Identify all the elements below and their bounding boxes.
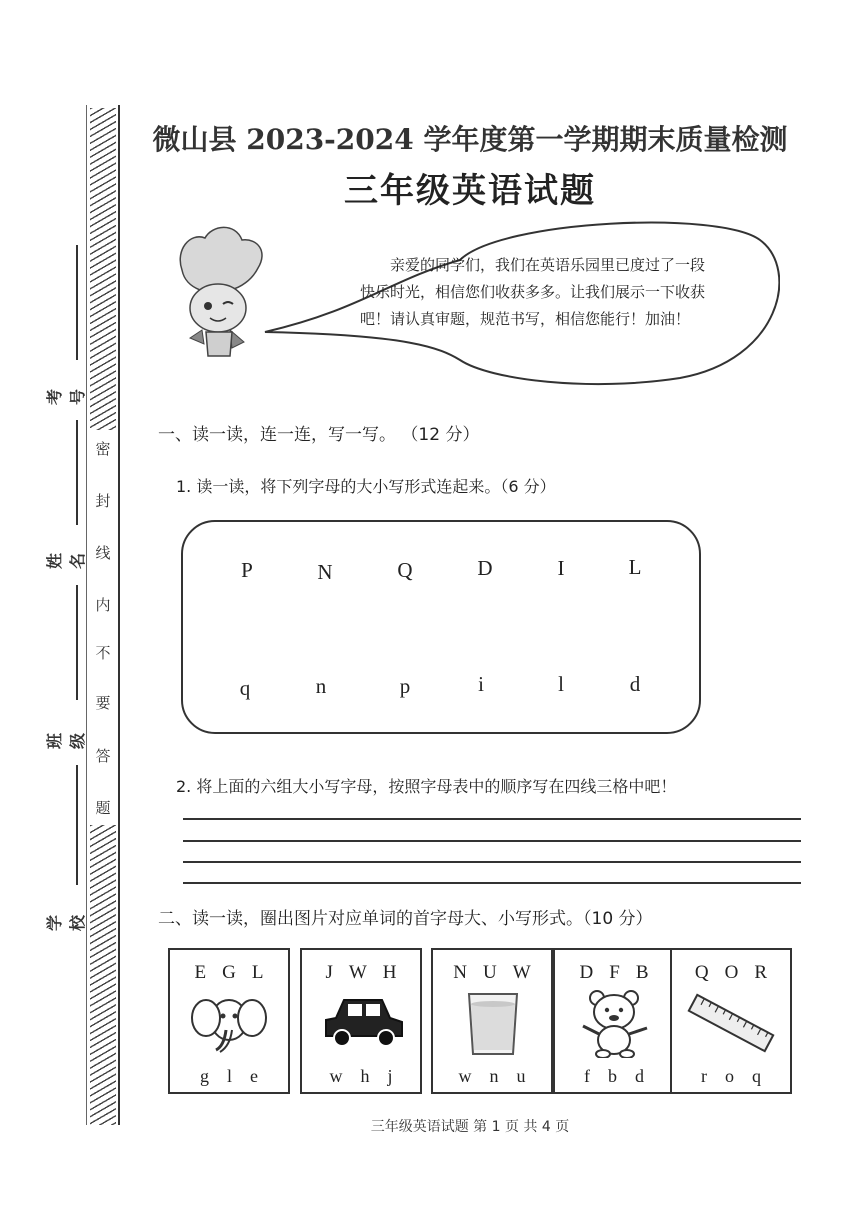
seal-char: 要 <box>95 694 111 712</box>
car-icon <box>316 988 406 1058</box>
option-letter[interactable]: w <box>329 1066 343 1086</box>
writing-line[interactable] <box>183 861 801 863</box>
elephant-icon <box>184 988 274 1058</box>
class-line <box>76 585 78 700</box>
picture-card-water <box>431 948 553 1094</box>
exam-title: 微山县 2023-2024 学年度第一学期期末质量检测 <box>152 123 788 156</box>
uppercase-letter[interactable]: N <box>317 560 333 584</box>
seal-char: 答 <box>95 747 111 765</box>
writing-line[interactable] <box>183 840 801 842</box>
binding-hatch-top <box>90 108 116 430</box>
option-letter[interactable]: r <box>701 1066 707 1086</box>
seal-char: 线 <box>95 544 111 562</box>
writing-line[interactable] <box>183 818 801 820</box>
option-letter[interactable]: o <box>725 1066 734 1086</box>
seal-char: 封 <box>95 492 111 510</box>
mascot-icon <box>180 227 262 356</box>
school-label: 学校 <box>45 915 87 932</box>
option-letter[interactable]: U <box>483 962 497 983</box>
picture-card-elephant <box>168 948 290 1094</box>
option-letter[interactable]: f <box>584 1066 590 1086</box>
option-letter[interactable]: F <box>609 962 620 983</box>
seal-char: 不 <box>95 644 111 662</box>
uppercase-letter[interactable]: L <box>628 555 642 579</box>
section1-heading: 一、读一读，连一连，写一写。 （12 分） <box>158 425 480 445</box>
lowercase-letter[interactable]: i <box>478 672 484 696</box>
lowercase-letter[interactable]: p <box>399 674 411 698</box>
lowercase-letter[interactable]: q <box>239 676 251 700</box>
option-letter[interactable]: l <box>226 1066 232 1086</box>
option-letter[interactable]: b <box>608 1066 617 1086</box>
seal-char: 内 <box>95 596 111 614</box>
picture-card-bear <box>553 948 675 1094</box>
option-letter[interactable]: N <box>453 962 468 983</box>
option-letter[interactable]: E <box>194 962 207 983</box>
binding-line <box>118 105 120 1125</box>
bear-icon <box>569 988 659 1058</box>
option-letter[interactable]: L <box>251 962 264 983</box>
seal-char: 题 <box>95 799 111 817</box>
binding-outer-line <box>86 105 87 1125</box>
name-label: 姓名 <box>45 553 87 570</box>
option-letter[interactable]: h <box>360 1066 370 1086</box>
option-letter[interactable]: g <box>199 1066 209 1086</box>
q2-instruction: 2. 将上面的六组大小写字母，按照字母表中的顺序写在四线三格中吧！ <box>176 777 677 796</box>
name-line <box>76 420 78 525</box>
section2-heading: 二、读一读，圈出图片对应单词的首字母大、小写形式。（10 分） <box>158 909 653 929</box>
lowercase-letter[interactable]: l <box>558 672 564 696</box>
option-letter[interactable]: J <box>325 962 333 983</box>
q1-instruction: 1. 读一读，将下列字母的大小写形式连起来。（6 分） <box>176 477 556 496</box>
page-footer: 三年级英语试题 第 1 页 共 4 页 <box>370 1119 570 1135</box>
option-letter[interactable]: O <box>724 962 739 983</box>
class-label: 班级 <box>45 733 87 750</box>
picture-card-ruler <box>670 948 792 1094</box>
lowercase-letter[interactable]: n <box>315 674 327 698</box>
water-glass-icon <box>447 988 537 1058</box>
option-letter[interactable]: D <box>579 962 594 983</box>
option-letter[interactable]: W <box>348 962 367 983</box>
option-letter[interactable]: w <box>458 1066 472 1086</box>
option-letter[interactable]: e <box>250 1066 258 1086</box>
ruler-icon <box>686 988 776 1058</box>
lowercase-letter[interactable]: d <box>629 672 641 696</box>
option-letter[interactable]: u <box>516 1066 526 1086</box>
uppercase-letter[interactable]: Q <box>397 558 413 582</box>
picture-card-car <box>300 948 422 1094</box>
option-letter[interactable]: R <box>754 962 768 983</box>
seal-char: 密 <box>95 440 111 458</box>
binding-hatch-bottom <box>90 825 116 1125</box>
option-letter[interactable]: W <box>512 962 531 983</box>
writing-line[interactable] <box>183 882 801 884</box>
option-letter[interactable]: n <box>489 1066 499 1086</box>
letter-matching-box <box>181 520 701 734</box>
uppercase-letter[interactable]: D <box>477 556 493 580</box>
exam-number-line <box>76 245 78 360</box>
option-letter[interactable]: B <box>635 962 649 983</box>
exam-number-label: 考号 <box>45 389 87 406</box>
uppercase-letter[interactable]: I <box>557 556 565 580</box>
uppercase-letter[interactable]: P <box>241 558 253 582</box>
option-letter[interactable]: j <box>387 1066 393 1086</box>
exam-subtitle: 三年级英语试题 <box>344 171 596 211</box>
option-letter[interactable]: d <box>635 1066 644 1086</box>
option-letter[interactable]: Q <box>694 962 709 983</box>
intro-message: 亲爱的同学们，我们在英语乐园里已度过了一段快乐时光，相信您们收获多多。让我们展示一下收获吧！请认真审题，规范书写，相信您能行！加油！ <box>360 256 706 328</box>
option-letter[interactable]: H <box>382 962 397 983</box>
school-line <box>76 765 78 885</box>
option-letter[interactable]: q <box>752 1066 761 1086</box>
option-letter[interactable]: G <box>222 962 236 983</box>
